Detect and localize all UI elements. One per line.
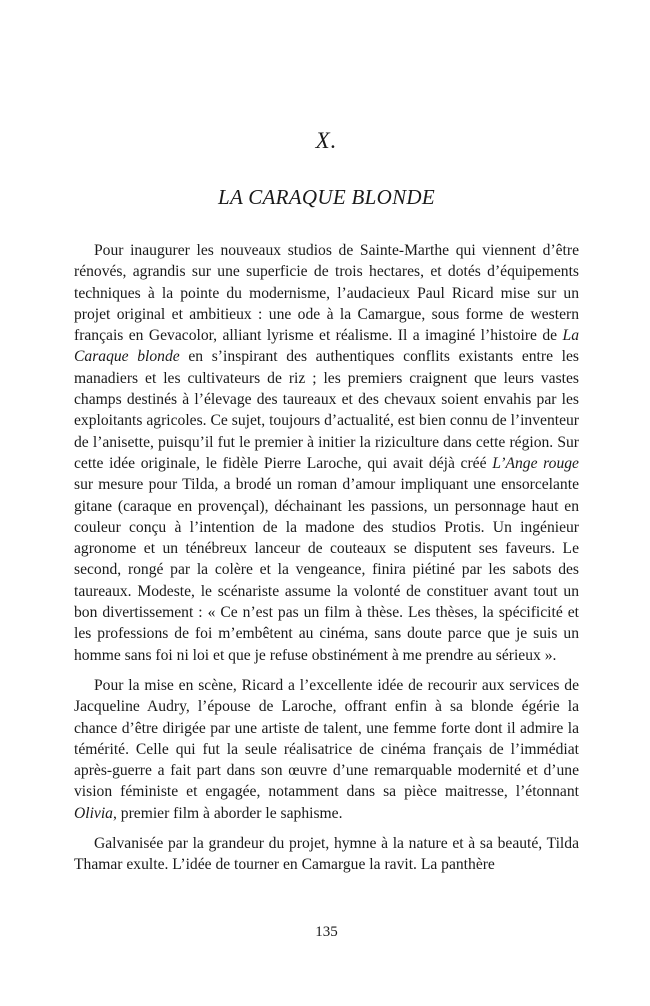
text-run: , premier film à aborder le saphisme. (112, 804, 343, 822)
text-run: en s’inspirant des authentiques conflits existants entre les manadiers et les cultivateurs de riz ; les premiers craignent que leurs vastes champs destinés à l’élevage des taureaux et des chevaux soient envahis par les exploitants agricoles. Ce sujet, toujours d’actualité, est bien connu de l’inventeur de l’anisette, puisqu’il fut le premier à initier la riziculture dans cette région. Sur cette idée originale, le fidèle Pierre Laroche, qui avait déjà créé (74, 348, 579, 472)
text-run: Galvanisée par la grandeur du projet, hymne à la nature et à sa beauté, Tilda Thamar exulte. L’idée de tourner en Camargue la ravit. La panthère (74, 835, 579, 874)
body-text (74, 240, 579, 876)
paragraph (74, 833, 579, 876)
paragraph (74, 675, 579, 824)
film-title-italic: Olivia (74, 804, 113, 822)
chapter-title: LA CARAQUE BLONDE (217, 185, 436, 209)
page-number: 135 (315, 924, 338, 940)
film-title-italic: L’Ange rouge (492, 454, 579, 472)
film-title-italic: La Caraque blonde (74, 327, 579, 366)
paragraph (74, 240, 579, 666)
chapter-number: X. (315, 128, 338, 153)
book-page (74, 0, 579, 1006)
text-run: Pour la mise en scène, Ricard a l’excellente idée de recourir aux services de Jacqueline Audry, l’épouse de Laroche, offrant enfin à sa blonde égérie la chance d’être dirigée par une artiste de talent, une femme forte dont il admire la témérité. Celle qui fut la seule réalisatrice de cinéma français de l’immédiat après-guerre a fait part dans son œuvre d’une remarquable modernité et d’une vision féministe et engagée, notamment dans sa pièce maitresse, l’étonnant (74, 676, 579, 801)
text-run: Pour inaugurer les nouveaux studios de Sainte-Marthe qui viennent d’être rénovés, agrandis sur une superficie de trois hectares, et dotés d’équipements techniques à la pointe du modernisme, l’audacieux Paul Ricard mise sur un projet original et ambitieux : une ode à la Camargue, sous forme de western français en Gevacolor, alliant lyrisme et réalisme. Il a imaginé l’histoire de (74, 242, 579, 345)
text-run: sur mesure pour Tilda, a brodé un roman d’amour impliquant une ensorcelante gitane (caraque en provençal), déchainant les passions, un personnage haut en couleur conçu à l’intention de la madone des studios Protis. Un ingénieur agronome et un ténébreux lanceur de couteaux se disputent ses faveurs. Le second, rongé par la colère et la vengeance, finira piétiné par les sabots des taureaux. Modeste, le scénariste assume la volonté de constituer avant tout un bon divertissement : « Ce n’est pas un film à thèse. Les thèses, la spécificité et les professions de foi m’embêtent au cinéma, sans doute parce que je suis un homme sans foi ni loi et que je refuse obstinément à me prendre au sérieux ». (74, 476, 579, 664)
